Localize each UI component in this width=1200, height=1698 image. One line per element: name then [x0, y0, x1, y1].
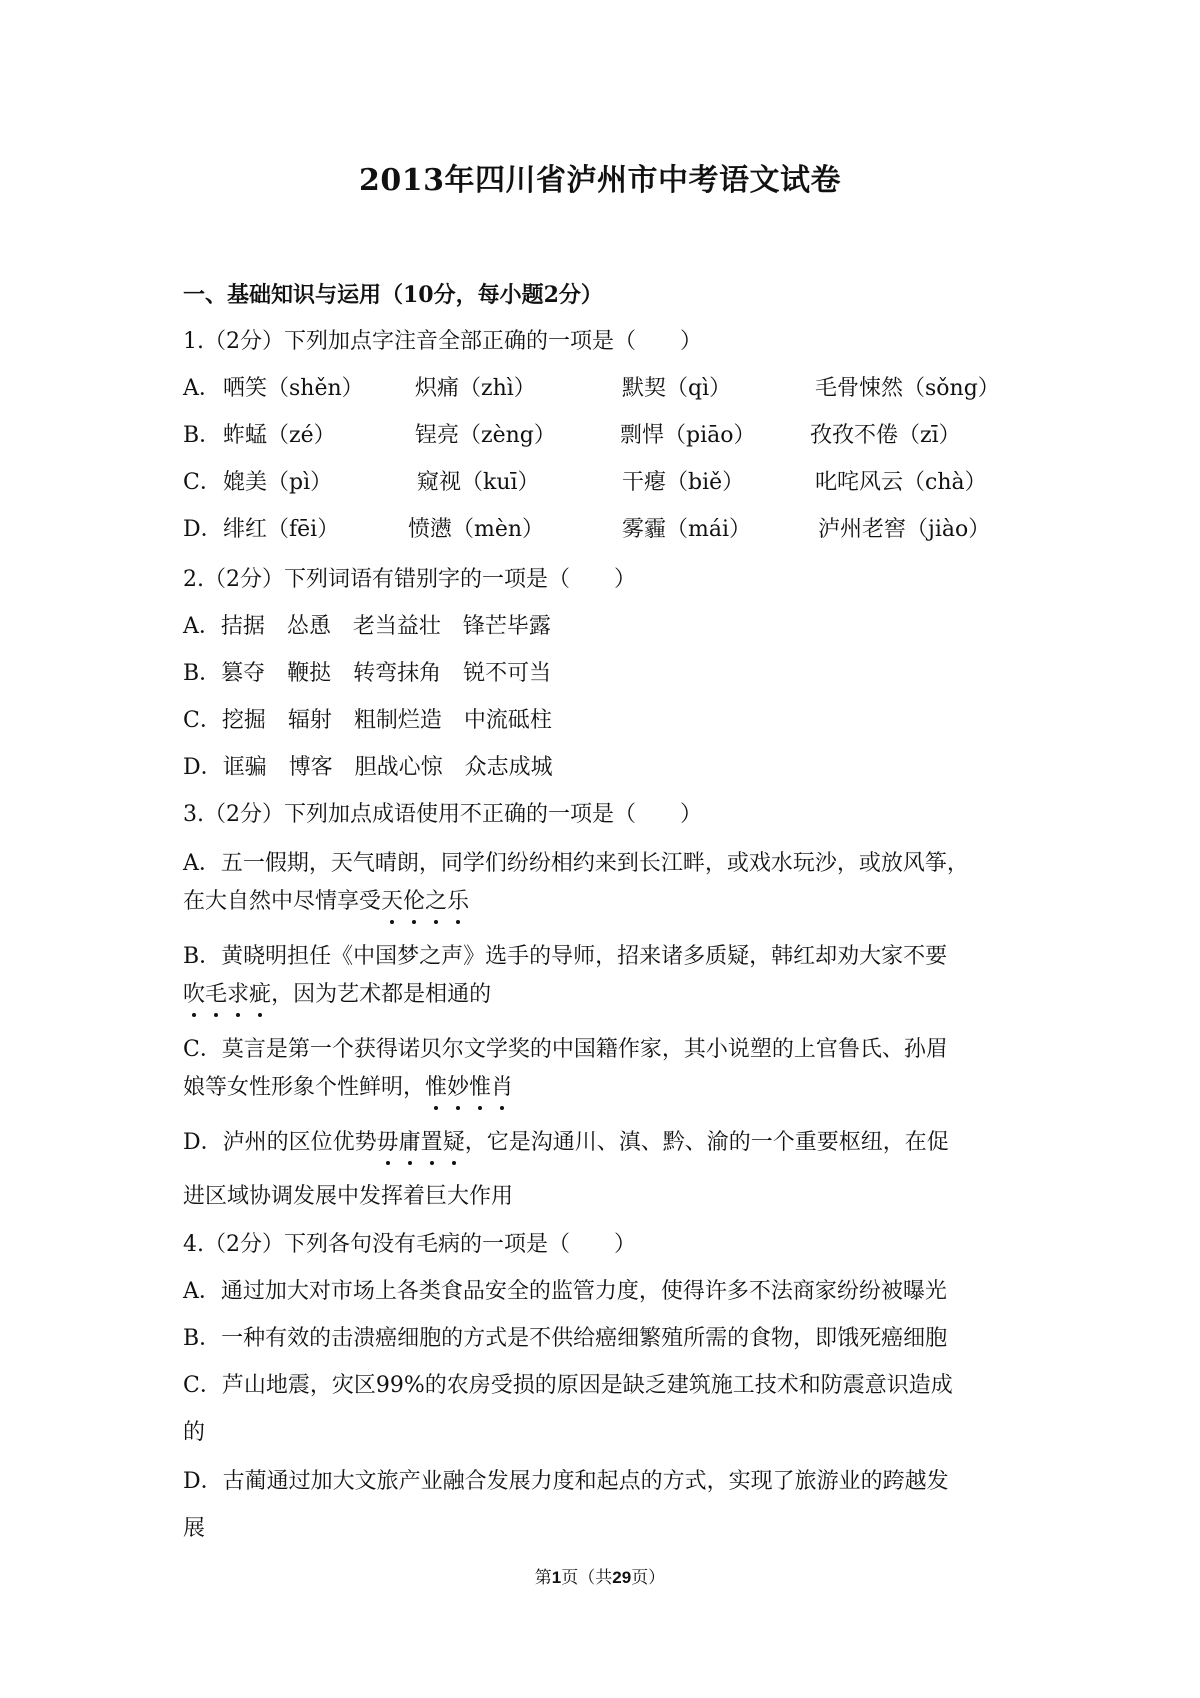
q2-option-c: C．挖掘 辐射 粗制烂造 中流砥柱	[183, 708, 552, 733]
question-2-stem: 2.（2分）下列词语有错别字的一项是（ ）	[183, 567, 636, 592]
q4-option-c-line2: 的	[183, 1420, 206, 1445]
q1-option-b-label: B．	[183, 423, 222, 448]
q1-option-a-2: 炽痛（zhì）	[415, 376, 536, 401]
emphasis-dot-char: 疵	[249, 980, 271, 1010]
q3-option-a-line1: A．五一假期，天气晴朗，同学们纷纷相约来到长江畔，或戏水玩沙，或放风筝，	[183, 851, 969, 876]
q4-option-d-line2: 展	[183, 1516, 206, 1541]
page-footer	[0, 1563, 1200, 1588]
emphasis-dot-char: 天	[381, 887, 403, 917]
q2-option-a: A．拮据 怂恿 老当益壮 锋芒毕露	[183, 614, 551, 639]
emphasis-dot-char: 之	[425, 887, 447, 917]
q3-option-b-line2	[183, 980, 491, 1010]
q1-option-c-1: 媲美（pì）	[223, 470, 333, 495]
emphasis-dot-char: 毋	[377, 1128, 399, 1158]
q2-option-b: B．篡夺 鞭挞 转弯抹角 锐不可当	[183, 661, 552, 686]
q1-option-b-4: 孜孜不倦（zī）	[810, 423, 961, 448]
footer-page-number: 1	[551, 1568, 562, 1587]
emphasis-dot-char: 吹	[183, 980, 205, 1010]
q1-option-a-label: A．	[183, 376, 221, 401]
emphasis-dot-char: 惟	[469, 1073, 491, 1103]
q3-option-d-line2: 进区域协调发展中发挥着巨大作用	[183, 1184, 514, 1209]
q1-option-b-1: 蚱蜢（zé）	[223, 423, 336, 448]
footer-mid: 页（共	[561, 1568, 613, 1587]
q3-d-idiom	[377, 1130, 465, 1155]
emphasis-dot-char: 求	[227, 980, 249, 1010]
q1-option-a-4: 毛骨悚然（sǒng）	[815, 376, 1000, 401]
q1-option-b-3: 剽悍（piāo）	[620, 423, 756, 448]
q1-option-a-1: 哂笑（shěn）	[223, 376, 364, 401]
footer-total-pages: 29	[612, 1568, 632, 1587]
emphasis-dot-char: 疑	[443, 1128, 465, 1158]
q1-option-c-3: 干瘪（biě）	[622, 470, 745, 495]
q2-option-d: D．诓骗 博客 胆战心惊 众志成城	[183, 755, 553, 780]
emphasis-dot-char: 庸	[399, 1128, 421, 1158]
q4-option-c-line1: C．芦山地震，灾区99%的农房受损的原因是缺乏建筑施工技术和防震意识造成	[183, 1373, 953, 1398]
q3-option-b-line1: B．黄晓明担任《中国梦之声》选手的导师，招来诸多质疑，韩红却劝大家不要	[183, 944, 948, 969]
footer-post: 页）	[631, 1568, 666, 1587]
q1-option-d-4: 泸州老窖（jiào）	[818, 517, 991, 542]
q3-a-idiom	[381, 889, 469, 914]
emphasis-dot-char: 乐	[447, 887, 469, 917]
q4-option-d-line1: D．古蔺通过加大文旅产业融合发展力度和起点的方式，实现了旅游业的跨越发	[183, 1469, 949, 1494]
q3-option-d-line1	[183, 1128, 949, 1158]
q3-option-c-line1: C．莫言是第一个获得诺贝尔文学奖的中国籍作家，其小说塑的上官鲁氏、孙眉	[183, 1037, 948, 1062]
section-heading: 一、基础知识与运用（10分，每小题2分）	[183, 282, 603, 308]
q3-d-text-post: ，它是沟通川、滇、黔、渝的一个重要枢纽，在促	[464, 1130, 949, 1155]
q1-option-c-2: 窥视（kuī）	[417, 470, 540, 495]
q4-option-b: B．一种有效的击溃癌细胞的方式是不供给癌细繁殖所需的食物，即饿死癌细胞	[183, 1326, 948, 1351]
q1-option-d-1: 绯红（fēi）	[223, 517, 340, 542]
q3-d-text-pre: D．泸州的区位优势	[183, 1130, 377, 1155]
q3-c-idiom	[425, 1075, 513, 1100]
question-3-stem: 3.（2分）下列加点成语使用不正确的一项是（ ）	[183, 802, 702, 827]
q1-option-d-2: 愤懑（mèn）	[408, 517, 545, 542]
emphasis-dot-char: 惟	[425, 1073, 447, 1103]
q3-a-text: 在大自然中尽情享受	[183, 889, 382, 914]
q1-option-b-2: 锃亮（zèng）	[415, 423, 556, 448]
emphasis-dot-char: 毛	[205, 980, 227, 1010]
q3-c-text: 娘等女性形象个性鲜明，	[183, 1075, 426, 1100]
q3-b-idiom	[183, 982, 271, 1007]
page-title: 2013年四川省泸州市中考语文试卷	[359, 163, 841, 198]
q1-option-d-3: 雾霾（mái）	[622, 517, 752, 542]
footer-pre: 第	[534, 1568, 552, 1587]
emphasis-dot-char: 肖	[491, 1073, 513, 1103]
q1-option-d-label: D．	[183, 517, 223, 542]
emphasis-dot-char: 妙	[447, 1073, 469, 1103]
q3-option-a-line2	[183, 887, 469, 917]
q1-option-c-label: C．	[183, 470, 222, 495]
q1-option-c-4: 叱咤风云（chà）	[815, 470, 987, 495]
question-4-stem: 4.（2分）下列各句没有毛病的一项是（ ）	[183, 1232, 636, 1257]
question-1-stem: 1.（2分）下列加点字注音全部正确的一项是（ ）	[183, 329, 702, 354]
q1-option-a-3: 默契（qì）	[622, 376, 732, 401]
q3-option-c-line2	[183, 1073, 513, 1103]
q3-b-text: ，因为艺术都是相通的	[271, 982, 492, 1007]
q4-option-a: A．通过加大对市场上各类食品安全的监管力度，使得许多不法商家纷纷被曝光	[183, 1279, 947, 1304]
emphasis-dot-char: 伦	[403, 887, 425, 917]
emphasis-dot-char: 置	[421, 1128, 443, 1158]
